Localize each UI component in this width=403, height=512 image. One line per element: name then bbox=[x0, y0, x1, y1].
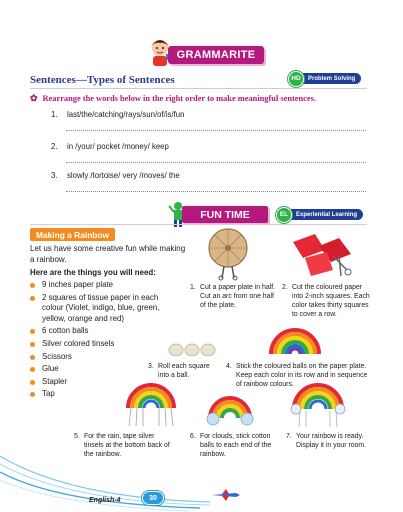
exercise-instruction bbox=[30, 93, 375, 104]
step-text: For the rain, tape silver tinsels at the bottom back of the rainbow. bbox=[84, 433, 170, 458]
step-text: For clouds, stick cotton balls to each end of the rainbow. bbox=[200, 433, 272, 458]
airplane-icon bbox=[210, 488, 242, 502]
list-item: 9 inches paper plate bbox=[30, 280, 180, 291]
step-3 bbox=[148, 362, 218, 380]
paper-plate-illustration bbox=[206, 226, 252, 280]
answer-line-2[interactable] bbox=[66, 162, 366, 163]
question-3 bbox=[51, 171, 180, 180]
instruction-text: Rearrange the words below in the right order to make meaningful sentences. bbox=[42, 94, 316, 103]
hd-label: Problem Solving bbox=[300, 73, 361, 84]
question-text: in /your/ pocket /money/ keep bbox=[67, 142, 169, 151]
grammarite-banner bbox=[146, 38, 264, 68]
question-number: 3. bbox=[51, 171, 58, 180]
rolled-balls-illustration bbox=[168, 340, 218, 360]
el-label: Experiential Learning bbox=[288, 209, 363, 220]
tissue-squares-illustration bbox=[289, 232, 359, 278]
step-text: Stick the coloured balls on the paper plate. Keep each color in its row and in sequence of rainbow colours. bbox=[236, 363, 368, 388]
list-item: Scissors bbox=[30, 352, 180, 363]
list-item: Tap bbox=[30, 389, 180, 400]
question-text: last/the/catching/rays/sun/of/is/fun bbox=[67, 110, 185, 119]
section-title: Sentences—Types of Sentences bbox=[30, 74, 175, 86]
finished-rainbow-illustration bbox=[290, 385, 346, 429]
question-1 bbox=[51, 110, 184, 119]
question-number: 2. bbox=[51, 142, 58, 151]
step-number: 1. bbox=[190, 284, 196, 291]
fun-time-divider bbox=[30, 224, 367, 225]
materials-heading: Here are the things you will need: bbox=[30, 268, 156, 277]
step-text: Cut the coloured paper into 2-inch squares. Each color takes thirty squares to cover a row. bbox=[292, 284, 370, 318]
question-2 bbox=[51, 142, 169, 151]
experiential-learning-tag bbox=[276, 208, 363, 221]
step-number: 3. bbox=[148, 363, 154, 370]
step-text: Your rainbow is ready. Display it in your room. bbox=[296, 433, 367, 449]
step-2 bbox=[282, 283, 374, 319]
list-item: Silver colored tinsels bbox=[30, 339, 180, 350]
answer-line-1[interactable] bbox=[66, 130, 366, 131]
step-7 bbox=[286, 432, 368, 450]
rainbow-tinsel-illustration bbox=[125, 382, 177, 428]
hd-badge: HD bbox=[288, 71, 304, 87]
step-number: 6. bbox=[190, 433, 196, 440]
list-item: Glue bbox=[30, 364, 180, 375]
question-text: slowly /tortoise/ very /moves/ the bbox=[67, 171, 180, 180]
step-number: 7. bbox=[286, 433, 292, 440]
fun-time-label: FUN TIME bbox=[182, 206, 268, 223]
step-4 bbox=[226, 362, 372, 389]
step-text: Roll each square into a ball. bbox=[158, 363, 210, 379]
rainbow-clouds-illustration bbox=[206, 388, 254, 426]
answer-line-3[interactable] bbox=[66, 191, 366, 192]
footer-subject: English-4 bbox=[89, 497, 121, 504]
page-number: 30 bbox=[142, 491, 164, 505]
rainbow-plate-illustration bbox=[268, 322, 322, 356]
section-divider bbox=[30, 88, 367, 89]
step-1 bbox=[190, 283, 280, 310]
flower-icon: ✿ bbox=[30, 93, 38, 103]
step-number: 4. bbox=[226, 363, 232, 370]
el-badge: EL bbox=[276, 207, 292, 223]
list-item: 2 squares of tissue paper in each colour (Violet, indigo, blue, green, yellow, orange and red) bbox=[30, 293, 180, 325]
step-number: 2. bbox=[282, 284, 288, 291]
grammarite-label: GRAMMARITE bbox=[168, 46, 264, 64]
activity-intro: Let us have some creative fun while making a rainbow. bbox=[30, 244, 186, 264]
problem-solving-tag bbox=[288, 72, 361, 85]
list-item: 6 cotton balls bbox=[30, 326, 180, 337]
list-item: Stapler bbox=[30, 377, 180, 388]
step-text: Cut a paper plate in half. Cut an arc from one half of the plate. bbox=[200, 284, 276, 309]
question-number: 1. bbox=[51, 110, 58, 119]
activity-title: Making a Rainbow bbox=[30, 228, 115, 241]
step-number: 5. bbox=[74, 433, 80, 440]
